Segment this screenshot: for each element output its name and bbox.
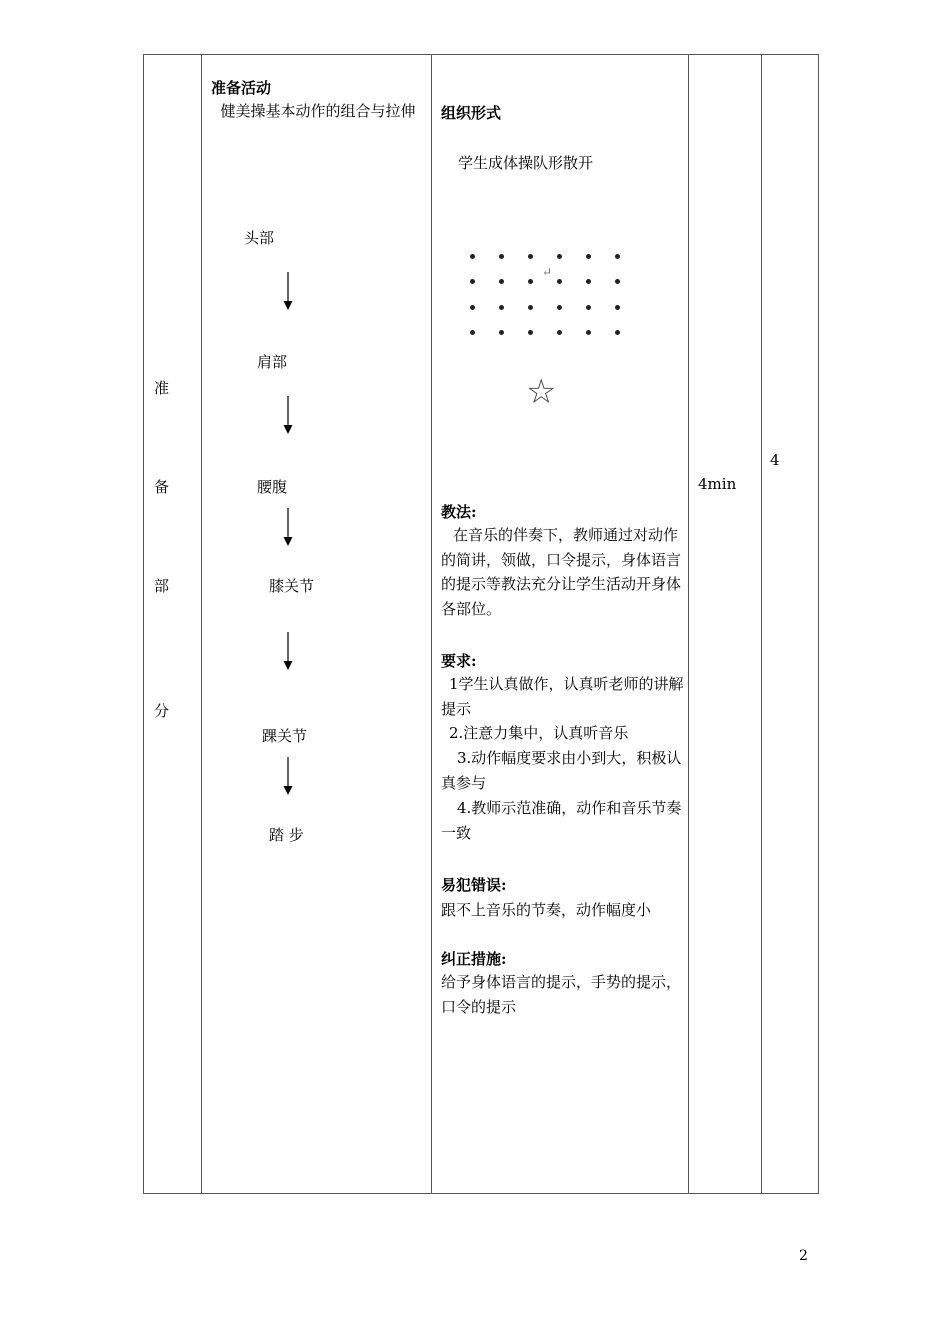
- section-char: 部: [154, 577, 170, 595]
- student-dot: [557, 254, 562, 259]
- activity-title: 准备活动: [211, 79, 272, 97]
- organization-description: 学生成体操队形散开: [458, 154, 594, 172]
- activity-description: 健美操基本动作的组合与拉伸: [211, 102, 416, 120]
- section-char: 分: [154, 702, 170, 720]
- requirements-title: 要求:: [441, 652, 477, 670]
- student-dot: [615, 305, 620, 310]
- student-dot: [528, 279, 533, 284]
- page-number: 2: [799, 1248, 808, 1264]
- arrow-down-icon: [283, 272, 293, 312]
- student-dot: [586, 279, 591, 284]
- column-divider: [431, 55, 432, 1193]
- requirement-item: 1学生认真做作，认真听老师的讲解提示: [441, 675, 684, 718]
- column-divider: [688, 55, 689, 1193]
- student-dot: [499, 279, 504, 284]
- student-dot: [528, 254, 533, 259]
- common-errors-title: 易犯错误:: [441, 876, 507, 894]
- correction-title: 纠正措施:: [441, 950, 507, 968]
- requirement-item: 2.注意力集中，认真听音乐: [449, 724, 629, 742]
- teaching-method-text: 在音乐的伴奏下，教师通过对动作的简讲，领做，口令提示，身体语言的提示等教法充分让学生活动开身体各部位。: [441, 526, 682, 618]
- student-dot: [470, 254, 475, 259]
- duration: 4min: [698, 475, 737, 493]
- student-dot: [528, 305, 533, 310]
- repetition-count: 4: [770, 451, 780, 469]
- teaching-method-title: 教法:: [441, 503, 477, 521]
- common-errors-text: 跟不上音乐的节奏，动作幅度小: [441, 901, 652, 919]
- student-dot: [470, 279, 475, 284]
- arrow-down-icon: [283, 508, 293, 548]
- student-dot: [557, 305, 562, 310]
- step-ankle: 踝关节: [262, 727, 308, 745]
- section-char: 准: [154, 379, 170, 397]
- step-head: 头部: [244, 229, 275, 247]
- student-dot: [470, 330, 475, 335]
- step-knee: 膝关节: [269, 577, 315, 595]
- student-dot: [470, 305, 475, 310]
- student-dot: [557, 330, 562, 335]
- student-dot: [499, 330, 504, 335]
- step-march: 踏 步: [269, 826, 304, 844]
- student-dot: [586, 305, 591, 310]
- requirement-item: 3.动作幅度要求由小到大，积极认真参与: [441, 749, 682, 792]
- arrow-down-icon: [283, 757, 293, 797]
- column-divider: [201, 55, 202, 1193]
- correction-text: 给予身体语言的提示，手势的提示，口令的提示: [441, 973, 682, 1016]
- step-waist: 腰腹: [257, 478, 288, 496]
- student-dot: [586, 254, 591, 259]
- lesson-plan-table: [143, 54, 819, 1194]
- student-dot: [615, 279, 620, 284]
- organization-title: 组织形式: [441, 104, 502, 122]
- student-dot: [528, 330, 533, 335]
- arrow-down-icon: [283, 396, 293, 436]
- teacher-star-icon: ☆: [526, 372, 557, 412]
- student-dot: [557, 279, 562, 284]
- student-dot: [615, 330, 620, 335]
- student-dot: [615, 254, 620, 259]
- arrow-down-icon: [283, 632, 293, 672]
- requirement-item: 4.教师示范准确，动作和音乐节奏一致: [441, 799, 682, 842]
- return-mark-icon: ↵: [542, 265, 553, 279]
- student-dot: [499, 305, 504, 310]
- step-shoulder: 肩部: [257, 353, 288, 371]
- student-dot: [499, 254, 504, 259]
- section-char: 备: [154, 478, 170, 496]
- column-divider: [761, 55, 762, 1193]
- student-dot: [586, 330, 591, 335]
